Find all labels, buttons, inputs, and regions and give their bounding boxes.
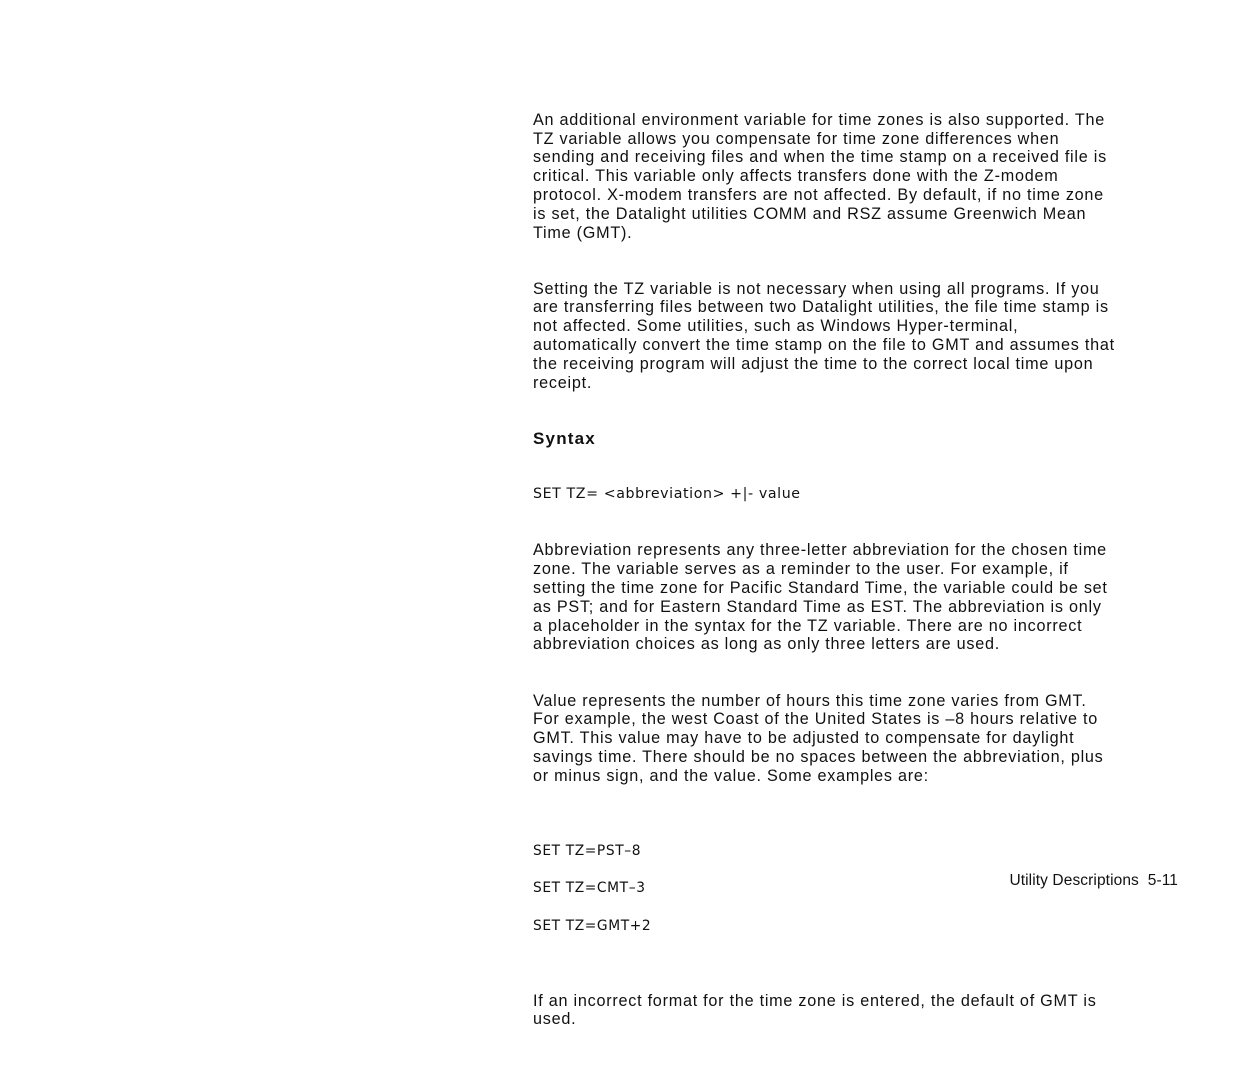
syntax-command: SET TZ= <abbreviation> +|- value (533, 486, 801, 503)
paragraph-default-gmt: If an incorrect format for the time zone is entered, the default of GMT is used. (533, 991, 1097, 1029)
paragraph-value: Value represents the number of hours this time zone varies from GMT. For example, the west Coast of the United States is –8 hours relative to GMT. This value may have to be adjusted to compensate for daylight savings time. There should be no spaces between the abbreviation, plus or minus sign, and the value. Some examples are: (533, 691, 1104, 785)
paragraph-abbreviation: Abbreviation represents any three-letter abbreviation for the chosen time zone. The variable serves as a reminder to the user. For example, if setting the time zone for Pacific Standard Time, the variable could be set as PST; and for Eastern Standard Time as EST. The abbreviation is only a placeholder in the syntax for the TZ variable. There are no incorrect abbreviation choices as long as only three letters are used. (533, 541, 1108, 654)
section-heading-syntax: Syntax (533, 428, 596, 448)
page-content (533, 92, 1181, 1067)
example-line: SET TZ=PST–8 (533, 842, 642, 859)
example-line: SET TZ=GMT+2 (533, 917, 652, 934)
paragraph-setting-tz: Setting the TZ variable is not necessary when using all programs. If you are transferring files between two Datalight utilities, the file time stamp is not affected. Some utilities, such as Windows Hyper-terminal, automatically convert the time stamp on the file to GMT and assumes that the receiving program will adjust the time to the correct local time upon receipt. (533, 279, 1115, 392)
paragraph-intro: An additional environment variable for time zones is also supported. The TZ variable allows you compensate for time zone differences when sending and receiving files and when the time stamp on a received file is critical. This variable only affects transfers done with the Z-modem protocol. X-modem transfers are not affected. By default, if no time zone is set, the Datalight utilities COMM and RSZ assume Greenwich Mean Time (GMT). (533, 110, 1107, 242)
example-line: SET TZ=CMT–3 (533, 880, 646, 897)
page-footer: Utility Descriptions 5-11 (1009, 872, 1178, 889)
